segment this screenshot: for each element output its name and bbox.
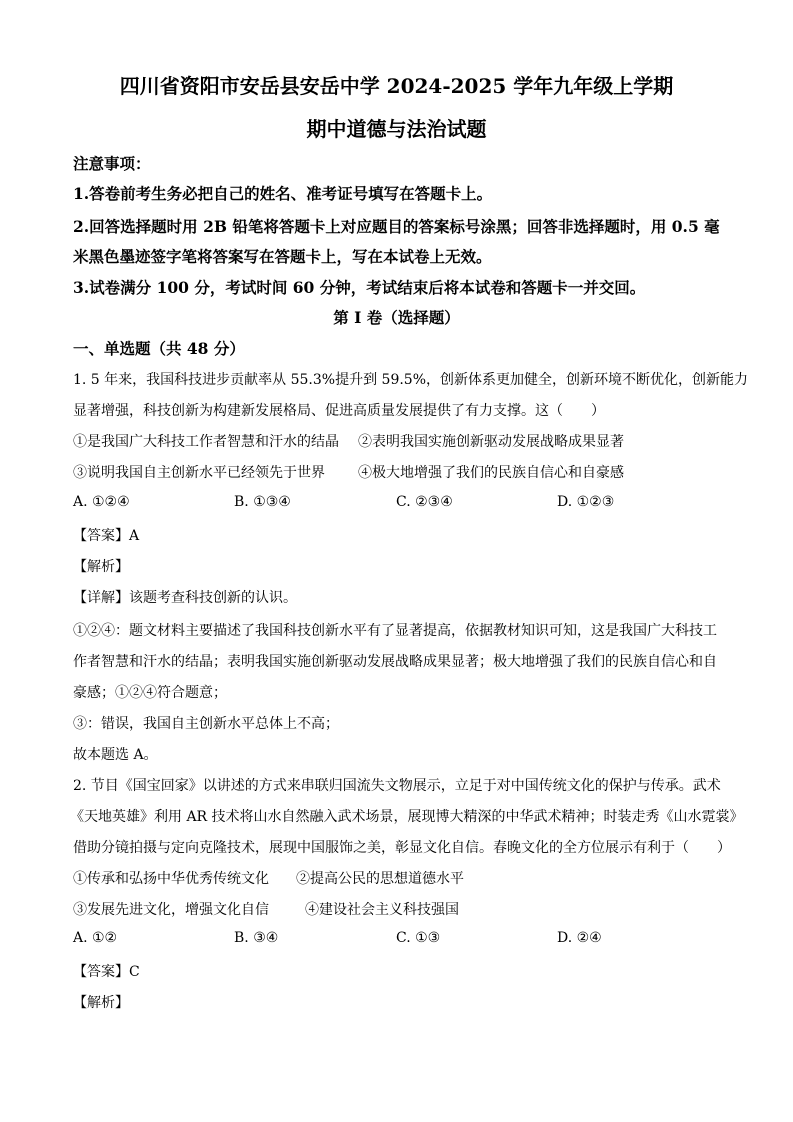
title-line-2: 期中道德与法治试题 xyxy=(306,117,487,141)
q2-stem-2: 《天地英雄》利用 AR 技术将山水自然融入武术场景，展现博大精深的中华武术精神；时装走秀《山水霓裳》 xyxy=(70,809,744,825)
q2-statement-2: ②提高公民的思想道德水平 xyxy=(296,871,464,887)
q2-stem-3: 借助分镜拍摄与定向克隆技术，展现中国服饰之美，彰显文化自信。春晚文化的全方位展示有利于（ ） xyxy=(73,840,731,856)
q2-stem-1: 2. 节目《国宝回家》以讲述的方式来串联归国流失文物展示，立足于对中国传统文化的保护与传承。武术 xyxy=(73,778,721,794)
q1-detail: 【详解】该题考查科技创新的认识。 xyxy=(73,590,297,606)
q2-option-c: C. ①③ xyxy=(396,930,441,946)
q1-explanation-3: 豪感；①②④符合题意； xyxy=(73,685,227,701)
q1-stem-1: 1. 5 年来，我国科技进步贡献率从 55.3%提升到 59.5%，创新体系更加健全，创新环境不断优化，创新能力 xyxy=(73,372,749,388)
q1-explanation-4: ③：错误，我国自主创新水平总体上不高； xyxy=(73,716,339,732)
q2-statement-3: ③发展先进文化，增强文化自信 xyxy=(73,902,269,918)
q1-explanation-1: ①②④：题文材料主要描述了我国科技创新水平有了显著提高，依据教材知识可知，这是我国广大科技工 xyxy=(73,623,717,639)
q2-answer: 【答案】C xyxy=(73,964,140,980)
q2-option-a: A. ①② xyxy=(73,930,118,946)
q1-option-a: A. ①②④ xyxy=(73,494,130,510)
notice-item-2b: 米黑色墨迹签字笔将答案写在答题卡上，写在本试卷上无效。 xyxy=(73,247,492,266)
notice-item-2a: 2.回答选择题时用 2B 铅笔将答题卡上对应题目的答案标号涂黑；回答非选择题时，用 0.5 毫 xyxy=(73,217,720,236)
q2-analysis: 【解析】 xyxy=(73,995,129,1011)
q1-stem-2: 显著增强，科技创新为构建新发展格局、促进高质量发展提供了有力支撑。这（ ） xyxy=(73,403,605,419)
q1-statement-3: ③说明我国自主创新水平已经领先于世界 xyxy=(73,465,325,481)
q1-option-c: C. ②③④ xyxy=(396,494,453,510)
q1-option-d: D. ①②③ xyxy=(557,494,615,510)
notice-heading: 注意事项： xyxy=(73,154,151,173)
q1-option-b: B. ①③④ xyxy=(234,494,291,510)
q1-analysis: 【解析】 xyxy=(73,559,129,575)
q1-statement-2: ②表明我国实施创新驱动发展战略成果显著 xyxy=(358,434,624,450)
q2-option-d: D. ②④ xyxy=(557,930,602,946)
volume-title: 第 I 卷（选择题） xyxy=(333,308,460,327)
q1-answer: 【答案】A xyxy=(73,528,140,544)
q1-statement-4: ④极大地增强了我们的民族自信心和自豪感 xyxy=(358,465,624,481)
q1-explanation-5: 故本题选 A。 xyxy=(73,747,158,763)
title-line-1: 四川省资阳市安岳县安岳中学 2024-2025 学年九年级上学期 xyxy=(119,74,674,98)
q1-statement-1: ①是我国广大科技工作者智慧和汗水的结晶 xyxy=(73,434,339,450)
section-title: 一、单选题（共 48 分） xyxy=(73,339,245,358)
notice-item-3: 3.试卷满分 100 分，考试时间 60 分钟，考试结束后将本试卷和答题卡一并交回。 xyxy=(73,278,646,297)
q2-statement-4: ④建设社会主义科技强国 xyxy=(305,902,459,918)
q1-explanation-2: 作者智慧和汗水的结晶；表明我国实施创新驱动发展战略成果显著；极大地增强了我们的民族自信心和自 xyxy=(73,654,717,670)
q2-option-b: B. ③④ xyxy=(234,930,279,946)
notice-item-1: 1.答卷前考生务必把自己的姓名、准考证号填写在答题卡上。 xyxy=(73,184,493,203)
q2-statement-1: ①传承和弘扬中华优秀传统文化 xyxy=(73,871,269,887)
